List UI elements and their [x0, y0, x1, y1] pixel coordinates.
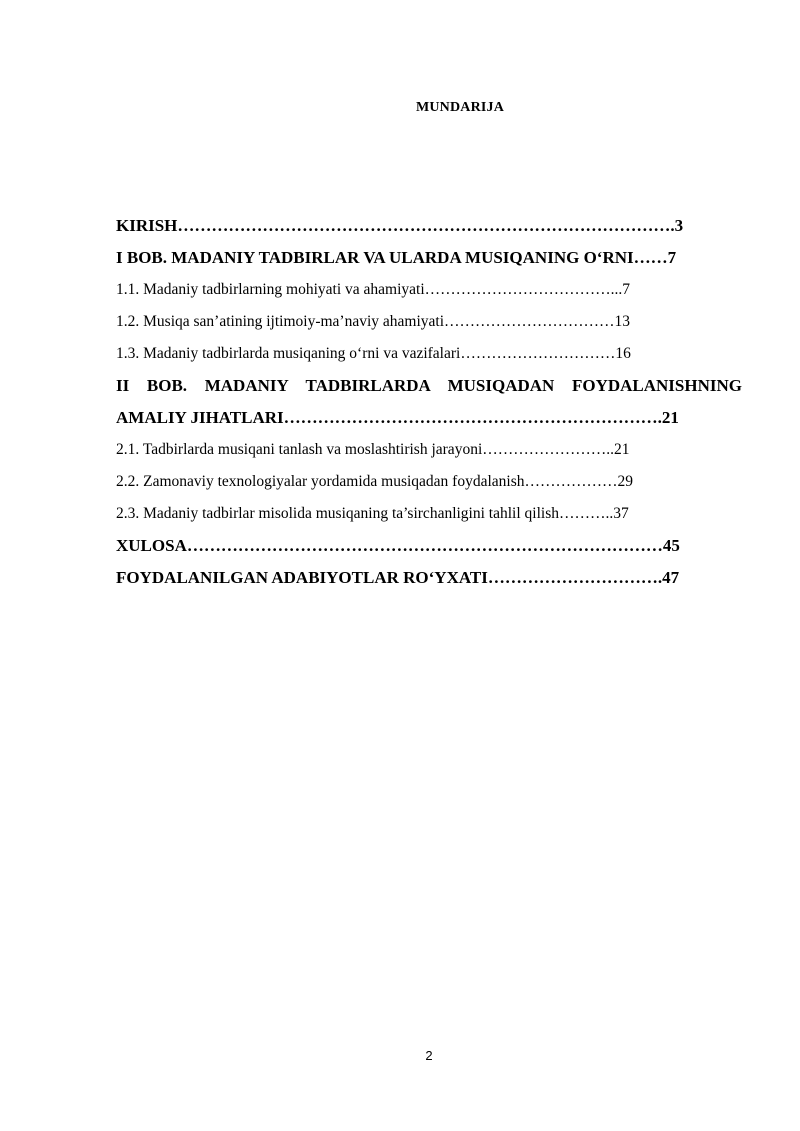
- toc-entry-section-1-3[interactable]: 1.3. Madaniy tadbirlarda musiqaning o‘rni va vazifalari…………………………16: [116, 345, 631, 362]
- toc-entry-section-2-1[interactable]: 2.1. Tadbirlarda musiqani tanlash va moslashtirish jarayoni……………………..21: [116, 441, 630, 458]
- toc-entry-section-2-3[interactable]: 2.3. Madaniy tadbirlar misolida musiqaning ta’sirchanligini tahlil qilish………..37: [116, 505, 629, 522]
- page-title: MUNDARIJA: [415, 100, 505, 115]
- table-of-contents: [116, 210, 742, 594]
- page-number: 2: [425, 1048, 433, 1063]
- toc-entry-section-1-2[interactable]: 1.2. Musiqa san’atining ijtimoiy-ma’naviy ahamiyati……………………………13: [116, 313, 631, 330]
- toc-entry-section-2-2[interactable]: 2.2. Zamonaviy texnologiyalar yordamida musiqadan foydalanish………………29: [116, 473, 633, 490]
- toc-entry-chapter-2-line-2[interactable]: AMALIY JIHATLARI………………………………………………………….21: [116, 408, 679, 427]
- toc-entry-bibliography[interactable]: FOYDALANILGAN ADABIYOTLAR RO‘YXATI………………………….47: [116, 568, 680, 587]
- toc-entry-kirish[interactable]: KIRISH…………………………………………………………………………….3: [116, 216, 684, 235]
- toc-entry-chapter-1[interactable]: I BOB. MADANIY TADBIRLAR VA ULARDA MUSIQANING O‘RNI……7: [116, 248, 677, 267]
- toc-entry-chapter-2-line-1[interactable]: II BOB. MADANIY TADBIRLARDA MUSIQADAN FOYDALANISHNING: [116, 376, 742, 395]
- toc-entry-section-1-1[interactable]: 1.1. Madaniy tadbirlarning mohiyati va ahamiyati………………………………...7: [116, 281, 631, 298]
- toc-entry-xulosa[interactable]: XULOSA…………………………………………………………………………45: [116, 536, 680, 555]
